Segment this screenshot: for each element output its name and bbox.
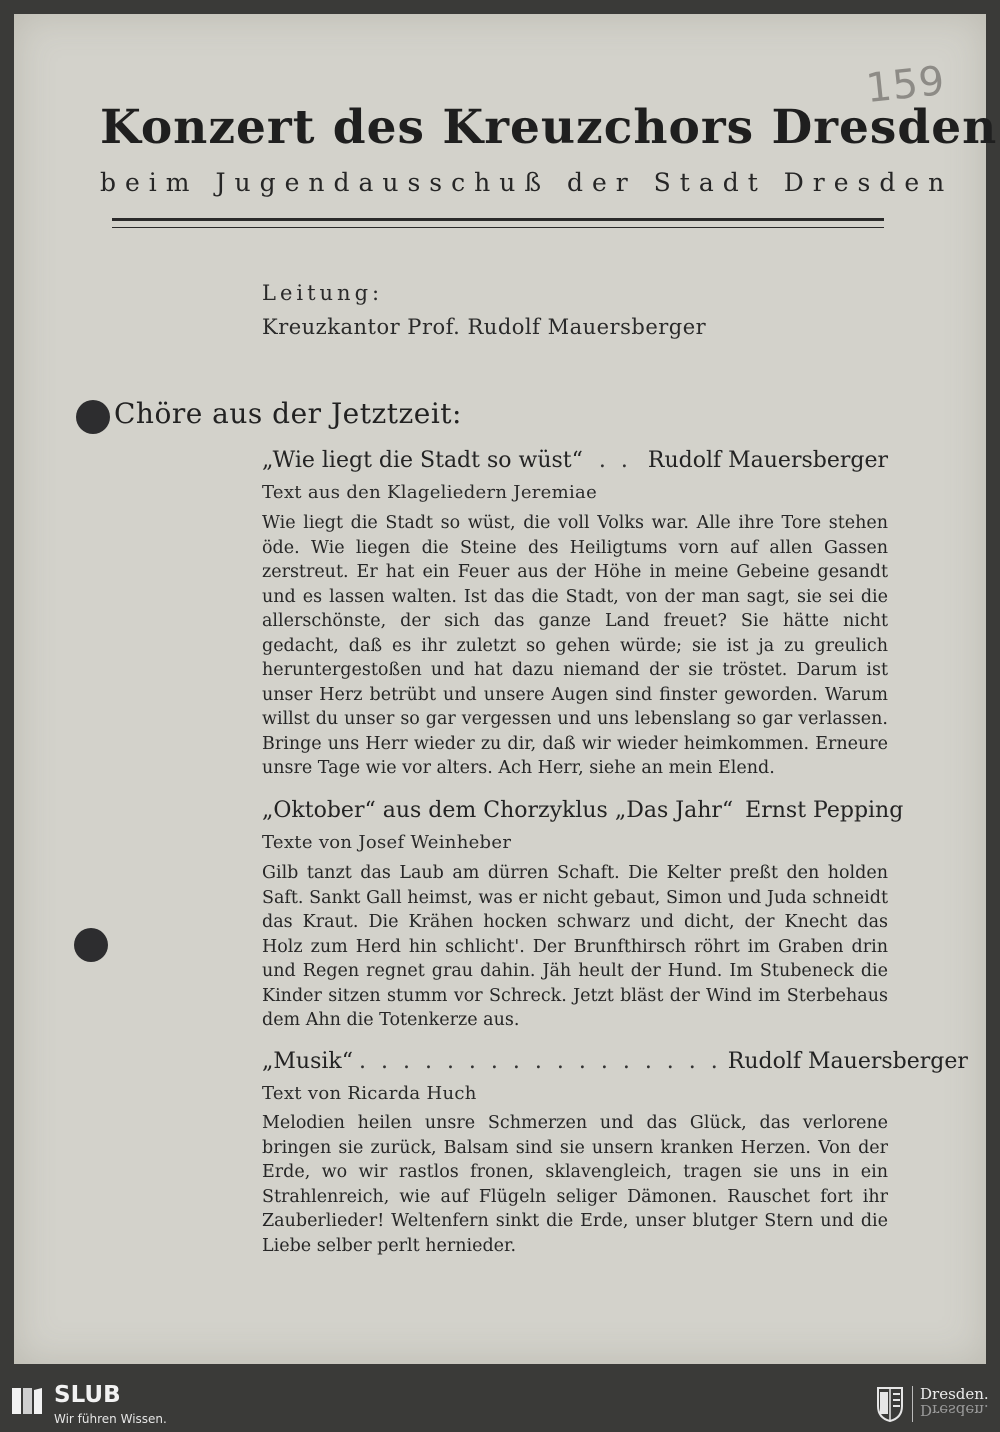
footer-separator <box>912 1386 913 1422</box>
title-rule-thick <box>112 218 884 221</box>
city-name[interactable]: Dresden. <box>920 1385 989 1403</box>
title-rule-thin <box>112 227 884 228</box>
piece-composer: Ernst Pepping <box>745 798 904 823</box>
archive-number: 159 <box>863 57 948 113</box>
piece-lyrics-2: Gilb tanzt das Laub am dürren Schaft. Die Kelter preßt den holden Saft. Sankt Gall heimst, was er nicht gebaut, Simon und Juda schneidt das Kraut. Die Krähen hocken schwarz und dicht, der Knecht das Holz zum Herd hin schlicht'. Der Brunfthirsch röhrt im Graben drin und Regen regnet grau dahin. Jäh heult der Hund. Im Stubeneck die Kinder sitzen stumm vor Schreck. Jetzt bläst der Wind im Sterbehaus dem Ahn die Totenkerze aus. <box>262 863 888 1030</box>
leitung-name: Kreuzkantor Prof. Rudolf Mauersberger <box>262 315 707 339</box>
piece-lyrics-1: Wie liegt die Stadt so wüst, die voll Volks war. Alle ihre Tore stehen öde. Wie liegen die Steine des Heiligtums vorn auf allen Gassen zerstreut. Er hat ein Feuer aus der Höhe in meine Gebeine gesandt und es lassen walten. Ist das die Stadt, von der man sagt, sie sei die allerschönste, der sich das ganze Land freuet? Sie hätte nicht gedacht, daß es ihr zuletzt so gehen würde; sie ist ja zu greulich heruntergestoßen und hat dazu niemand der sie tröstet. Darum ist unser Herz betrübt und unsere Augen sind finster geworden. Warum willst du unser so gar vergessen und uns lebenslang so gar verlassen. Bringe uns Herr wieder zu dir, daß wir wieder heimkommen. Erneure unsre Tage wie vor alters. Ach Herr, siehe an mein Elend. <box>262 513 888 778</box>
piece-name: „Oktober“ aus dem Chorzyklus „Das Jahr“ <box>262 798 734 823</box>
city-name-mirror: Dresden. <box>920 1401 989 1419</box>
leader-dots: . . <box>598 448 632 473</box>
punch-hole-bottom <box>74 928 108 962</box>
viewer-footer <box>0 1378 1000 1432</box>
leader-dots <box>733 798 745 823</box>
library-name[interactable]: SLUB <box>54 1382 121 1408</box>
page-subtitle: beim Jugendausschuß der Stadt Dresden <box>100 168 954 197</box>
piece-text-source-3: Text von Ricarda Huch <box>262 1083 477 1104</box>
piece-name: „Wie liegt die Stadt so wüst“ <box>262 448 583 473</box>
punch-hole-top <box>76 400 110 434</box>
dresden-coat-of-arms-icon <box>876 1386 904 1426</box>
slub-logo-icon <box>10 1384 44 1422</box>
piece-lyrics-3: Melodien heilen unsre Schmerzen und das Glück, das verlorene bringen sie zurück, Balsam sind sie unsern kranken Herzen. Von der Erde, wo wir rastlos fronen, sklavengleich, tragen sie uns in ein Strahlenreich, wie auf Flügeln seliger Dämonen. Rauschet fort ihr Zauberlieder! Weltenfern sinkt die Erde, unser blutger Stern und die Liebe selber perlt hernieder. <box>262 1113 888 1256</box>
piece-text-source-2: Texte von Josef Weinheber <box>262 832 512 853</box>
page-title: Konzert des Kreuzchors Dresden <box>100 100 998 155</box>
piece-composer: Rudolf Mauersberger <box>727 1049 968 1074</box>
leitung-label: Leitung: <box>262 281 384 305</box>
piece-title-3 <box>262 1049 968 1074</box>
piece-title-1 <box>262 448 888 473</box>
library-claim: Wir führen Wissen. <box>54 1412 167 1426</box>
piece-composer: Rudolf Mauersberger <box>647 448 888 473</box>
leader-dots: . . . . . . . . . . . . . . . . . <box>359 1049 722 1074</box>
piece-text-source-1: Text aus den Klageliedern Jeremiae <box>262 482 598 503</box>
piece-name: „Musik“ <box>262 1049 353 1074</box>
section-heading: Chöre aus der Jetztzeit: <box>114 397 462 430</box>
piece-title-2 <box>262 798 904 823</box>
